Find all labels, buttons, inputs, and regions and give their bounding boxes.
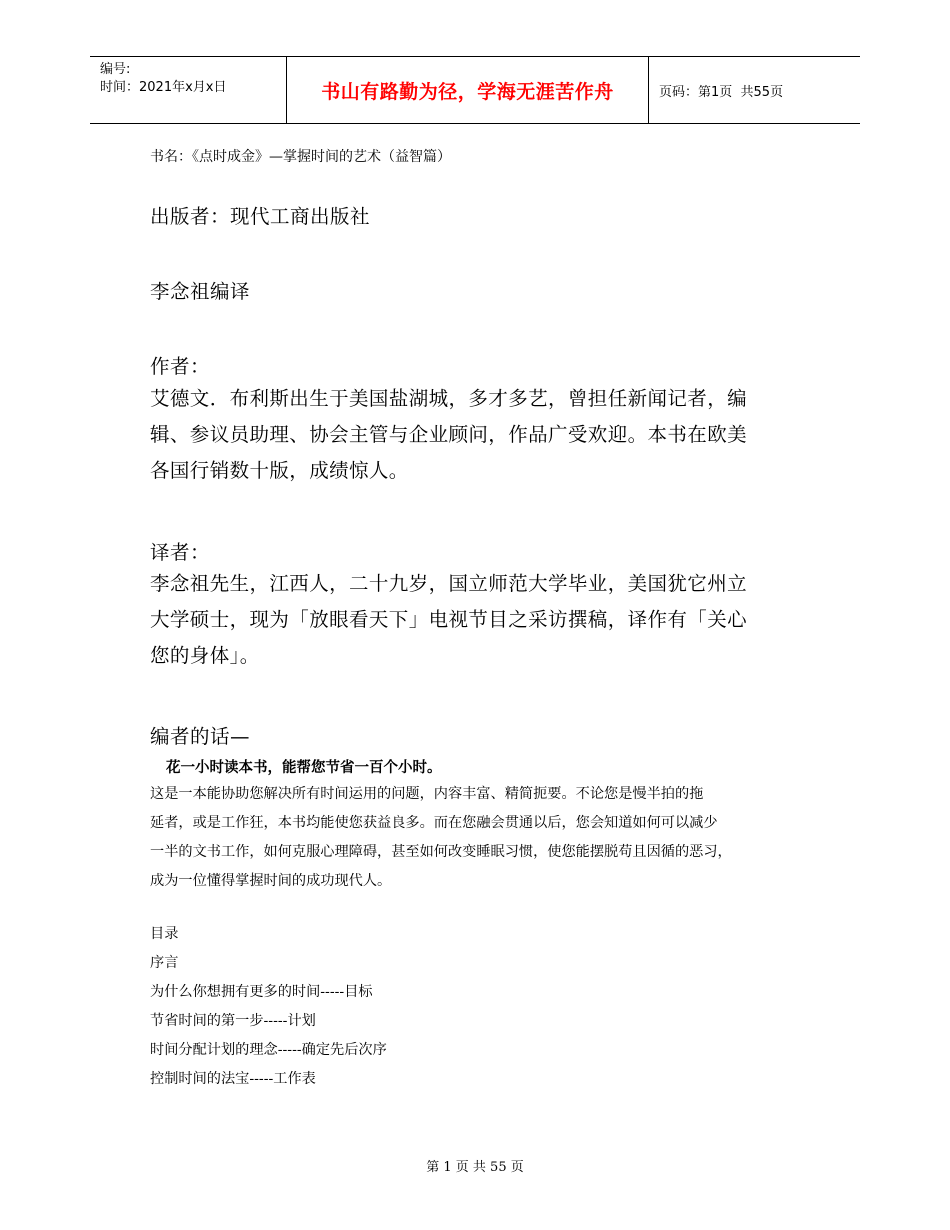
author-line: 各国行销数十版，成绩惊人。 [150,459,409,482]
translator-bio-line: 您的身体」。 [150,644,260,667]
header-motto: 书山有路勤为径，学海无涯苦作舟 [321,80,614,103]
doc-time-label: 时间：2021年x月x日 [100,80,227,95]
translator-bio-line: 李念祖先生，江西人，二十九岁，国立师范大学毕业，美国犹它州立 [150,572,748,595]
header-motto-cell [286,57,649,123]
toc-item: 时间分配计划的理念-----确定先后次序 [150,1042,387,1058]
toc-item: 控制时间的法宝-----工作表 [150,1071,316,1087]
translator-heading: 译者： [150,541,211,564]
book-title-line: 书名：《点时成金》—掌握时间的艺术（益智篇） [150,149,451,165]
page-footer [0,1156,950,1175]
page-header [90,56,860,124]
footer-page-number: 第 1 页 共 55 页 [426,1160,524,1175]
toc-item: 序言 [150,955,179,971]
toc-item: 目录 [150,926,179,942]
translator-paragraph [150,566,810,674]
editor-line: 一半的文书工作，如何克服心理障碍，甚至如何改变睡眠习惯，使您能摆脱苟且因循的恶习， [150,844,732,860]
translator-line: 李念祖编译 [150,280,251,303]
doc-number-label: 编号: [100,62,131,77]
editor-line: 这是一本能协助您解决所有时间运用的问题，内容丰富、精简扼要。不论您是慢半拍的拖 [150,786,704,802]
author-heading: 作者： [150,355,211,378]
header-page-cell [649,57,860,123]
editor-heading: 编者的话— [150,725,251,748]
author-paragraph [150,381,810,489]
author-line: 辑、参议员助理、协会主管与企业顾问，作品广受欢迎。本书在欧美 [150,423,748,446]
editor-line: 延者，或是工作狂，本书均能使您获益良多。而在您融会贯通以后，您会知道如何可以减少 [150,815,718,831]
translator-bio-line: 大学硕士，现为「放眼看天下」电视节目之采访撰稿，译作有「关心 [150,608,748,631]
author-line: 艾德文．布利斯出生于美国盐湖城，多才多艺，曾担任新闻记者，编 [150,387,748,410]
editor-line: 成为一位懂得掌握时间的成功现代人。 [150,873,392,889]
toc-item: 为什么你想拥有更多的时间-----目标 [150,984,373,1000]
header-meta [90,57,286,123]
toc-item: 节省时间的第一步-----计划 [150,1013,316,1029]
table-of-contents [150,920,387,1094]
editor-intro: 花一小时读本书，能帮您节省一百个小时。 [166,760,442,776]
header-page-label: 页码：第1页 共55页 [659,84,784,100]
editor-paragraph [150,780,810,896]
publisher-line: 出版者：现代工商出版社 [150,205,371,228]
